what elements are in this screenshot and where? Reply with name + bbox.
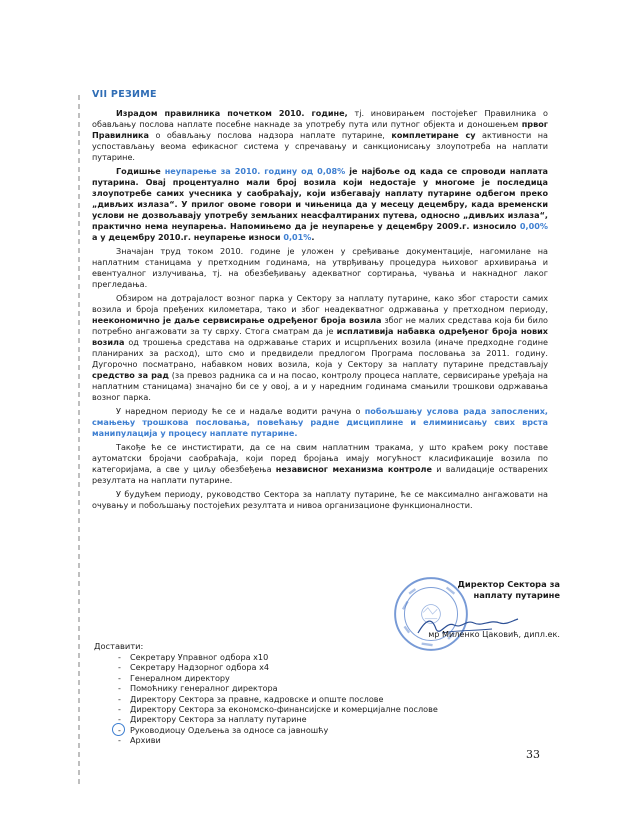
distribution-list xyxy=(118,652,438,746)
p2-highlight-rate: неупарење за 2010. годину од 0,08% xyxy=(164,166,346,176)
p5-text: У наредном периоду ће се и надаље водити рачуна о xyxy=(116,406,365,416)
p2-end: . xyxy=(311,232,315,242)
p1-bold-rulebook: првог Правилника xyxy=(92,119,548,140)
signatory-title xyxy=(360,579,560,601)
list-item: - Помоћнику генералног директора xyxy=(118,683,438,693)
paragraph-5 xyxy=(92,406,548,439)
p1-bold-completed: комплетиране су xyxy=(391,130,476,140)
binding-margin-rule xyxy=(78,95,80,785)
list-item: - Секретару Управног одбора x10 xyxy=(118,652,438,662)
list-item: - Директору Сектора за правне, кадровске и опште послове xyxy=(118,694,438,704)
paragraph-7: У будућем периоду, руководство Сектора за наплату путарине, ће се максимално ангажовати на очувању и побољшању постојећих резултата и нивоа организационе функционалности. xyxy=(92,489,548,510)
p6-text: Такође ће се инстистирати, да се на свим наплатним тракама, у што краћем року поставе аутоматски бројачи саобраћаја, који поред бројања имају могућност класификације возила по категоријама, а све у циљу обезбеђења xyxy=(92,442,548,474)
list-item: - Директору Сектора за наплату путарине xyxy=(118,714,438,724)
p4-text-3: од трошења средстава на одржавање старих и исцрпљених возила (иначе предходне године планираних за расход), што смо и предвидели предлогом Програма пословања за 2011. годину. Дугорочно посматрано, набавком нових возила, која у Сектору за наплату путарине представљају xyxy=(92,337,548,369)
p6-text-2: и валидације остварених резултата на наплати путарине. xyxy=(92,464,548,485)
distribution-label: Доставити: xyxy=(94,641,144,651)
p1-text-2: о обављању послова надзора наплате путарине, xyxy=(148,130,392,140)
document-body xyxy=(92,108,548,514)
p1-bold-lead: Израдом правилника почетком 2010. године, xyxy=(116,108,348,118)
section-heading: VII РЕЗИМЕ xyxy=(92,89,157,100)
paragraph-6 xyxy=(92,442,548,486)
p1-text: тј. иновирањем постојећег Правилника о обављању послова наплате посебне накнаде за употребу пута или путног објекта и доношењем xyxy=(92,108,548,129)
paragraph-1 xyxy=(92,108,548,163)
handwritten-circle-mark xyxy=(112,723,125,736)
page-number: 33 xyxy=(526,748,540,761)
p6-bold-control: независног механизма контроле xyxy=(275,464,432,474)
list-item: - Директору Сектора за економско-финансијске и комерцијалне послове xyxy=(118,704,438,714)
signatory-name: мр Миленко Цаковић, дипл.ек. xyxy=(428,629,560,639)
p4-text-4: (за превоз радника са и на посао, контролу процеса наплате, сервисирање уређаја на наплатним станицама) значајно би се у овој, а и у наредним годинама смањили трошкови одржавања возног парка. xyxy=(92,370,548,402)
p2-text-2: а у децембру 2010.г. неупарење износи xyxy=(92,232,284,242)
list-item: - Генералном директору xyxy=(118,673,438,683)
signatory-title-line-1: Директор Сектора за xyxy=(457,579,560,589)
paragraph-2 xyxy=(92,166,548,243)
p2-text: је најбоље од када се спроводи наплата путарина. Овај процентуално мали број возила који недостаје у многоме је последица злоупотребе самих учесника у саобраћају, који избегавају наплату путарине одбегом преко „дивљих излаза“. У прилог овоме говори и чињеница да у месецу децембру, када временски услови не дозвољавају употребу земљаних неасфалтираних путева, односно „дивљих излаза“, практично нема неупарења. Напомињемо да је неупарење у децембру 2009.г. износило xyxy=(92,166,548,231)
p4-text: Обзиром на дотрајалост возног парка у Сектору за наплату путарине, како због старости самих возила и броја пређених километара, тако и због неадекватног одржавања у претходном периоду, xyxy=(92,293,548,314)
list-item: - Архиви xyxy=(118,735,438,745)
p2-highlight-dec-2010: 0,01% xyxy=(283,232,312,242)
list-item: - Секретару Надзорног одбора x4 xyxy=(118,662,438,672)
signatory-title-line-2: наплату путарине xyxy=(473,590,560,600)
paragraph-4 xyxy=(92,293,548,403)
p1-text-3: активности на успостављању веома ефикасног система у спречавању и санкционисању злоупотреба на наплати путарине. xyxy=(92,130,548,162)
paragraph-3: Значајан труд током 2010. године је уложен у сређивање документације, нагомилане на наплатним станицама у претходним годинама, на утврђивању процедура њиховог архивирања и евентуалног излучивања, тј. на обезбеђивању адекватног сортирања, чувања и накнадног лаког прегледања. xyxy=(92,246,548,289)
p4-bold-purchase: исплативија набавка одређеног броја нових возила xyxy=(92,326,549,347)
p2-lead: Годишње xyxy=(116,166,165,176)
p4-bold-work-tool: средство за рад xyxy=(92,370,169,380)
p2-highlight-dec-2009: 0,00% xyxy=(519,221,548,231)
p4-text-2: због не малих средстава која би било потребно ангажовати за ту сврху. Стога сматрам да је xyxy=(92,315,549,336)
list-item: - Руководиоцу Одељења за односе са јавношћу xyxy=(118,725,438,735)
p5-highlight: побољшању услова рада запослених, смањењу трошкова пословања, повећању радне дисциплине и елиминисању свих врста манипулација у процесу наплате путарине. xyxy=(92,406,548,438)
p4-bold-uneconomical: неекономично је даље сервисирање одређеног броја возила xyxy=(92,315,382,325)
